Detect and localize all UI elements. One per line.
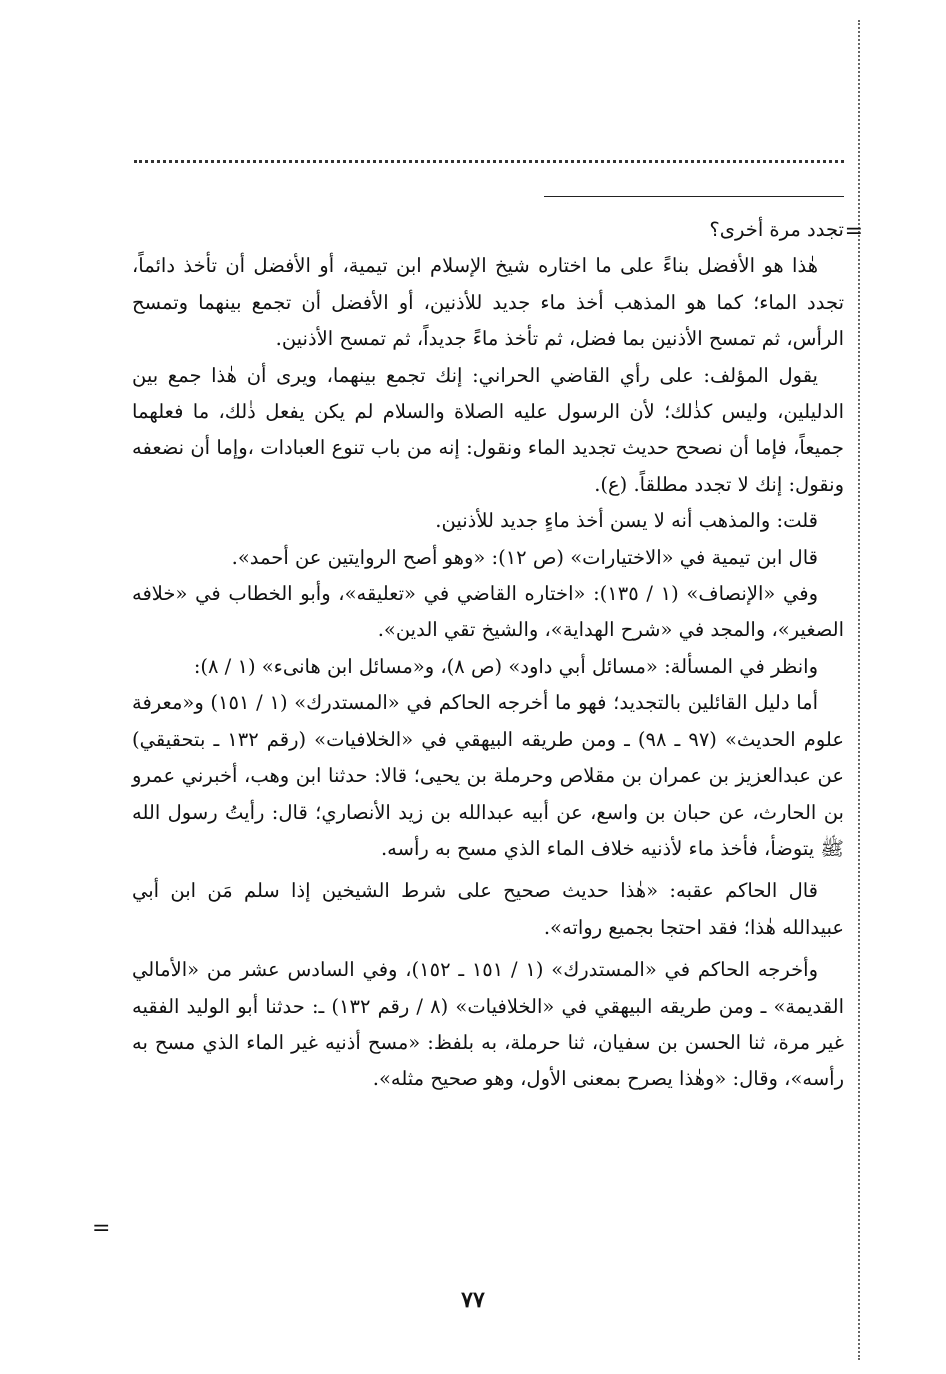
footnote-separator-rule	[544, 196, 844, 197]
paragraph: هٰذا هو الأفضل بناءً على ما اختاره شيخ الإسلام ابن تيمية، أو الأفضل أن تأخذ دائماً، تجدد الماء؛ كما هو المذهب أخذ ماء جديد للأذنين، أو الأفضل أن تجمع بينهما وتمسح الرأس، ثم تمسح الأذنين بما فضل، ثم تأخذ ماءً جديداً، ثم تمسح الأذنين.	[132, 254, 844, 351]
paragraph: أما دليل القائلين بالتجديد؛ فهو ما أخرجه الحاكم في «المستدرك» (١ / ١٥١) و«معرفة علوم الحديث» (٩٧ ـ ٩٨) ـ ومن طريقه البيهقي في «الخلافيات» (رقم ١٣٢ ـ بتحقيقي) عن عبدالعزيز بن عمران بن مقلاص وحرملة بن يحيى؛ قالا: حدثنا ابن وهب، أخبرني عمرو بن الحارث، عن حبان بن واسع، عن أبيه عبدالله بن زيد الأنصاري؛ قال: رأيتُ رسول الله ﷺ يتوضأ، فأخذ ماء لأذنيه خلاف الماء الذي مسح به رأسه.	[132, 691, 844, 860]
paragraph: وفي «الإنصاف» (١ / ١٣٥): «اختاره القاضي في «تعليقه»، وأبو الخطاب في «خلافه الصغير»، والمجد في «شرح الهداية»، والشيخ تقي الدين».	[132, 582, 844, 642]
continuation-mark-bottom: =	[92, 1216, 111, 1241]
paragraph-continuation: تجدد مرة أخرى؟	[709, 218, 844, 241]
paragraph: وأخرجه الحاكم في «المستدرك» (١ / ١٥١ ـ ١٥٢)، وفي السادس عشر من «الأمالي القديمة» ـ ومن طريقه البيهقي في «الخلافيات» (٨ / رقم ١٣٢) ـ: حدثنا أبو الوليد الفقيه غير مرة، ثنا الحسن بن سفيان، ثنا حرملة، به بلفظ: «مسح أذنيه غير الماء الذي مسح به رأسه»، وقال: «وهٰذا يصرح بمعنى الأول، وهو صحيح مثله».	[132, 958, 845, 1091]
page-number: ٧٧	[461, 1287, 485, 1313]
paragraph: وانظر في المسألة: «مسائل أبي داود» (ص ٨)، و«مسائل ابن هانىء» (١ / ٨):	[193, 654, 818, 678]
paragraph: قلت: والمذهب أنه لا يسن أخذ ماءٍ جديد للأذنين.	[435, 509, 818, 533]
paragraph: قال ابن تيمية في «الاختيارات» (ص ١٢): «وهو أصح الروايتين عن أحمد».	[231, 545, 818, 569]
header-dotted-line	[134, 160, 844, 163]
footnote-text	[132, 212, 844, 1098]
paragraph: قال الحاكم عقبه: «هٰذا حديث صحيح على شرط الشيخين إذا سلم مَن ابن أبي عبيدالله هٰذا؛ فقد احتجا بجميع رواته».	[132, 879, 844, 939]
paragraph: يقول المؤلف: على رأي القاضي الحراني: إنك تجمع بينهما، ويرى أن هٰذا جمع بين الدليلين، وليس كذٰلك؛ لأن الرسول عليه الصلاة والسلام لم يكن يفعل ذٰلك، ما فعلهما جميعاً، فإما أن نصحح حديث تجديد الماء ونقول: إنه من باب تنوع العبادات ،وإما أن نضعفه ونقول: إنك لا تجدد مطلقاً. (ع).	[132, 363, 844, 496]
continuation-mark-top: =	[844, 219, 863, 244]
